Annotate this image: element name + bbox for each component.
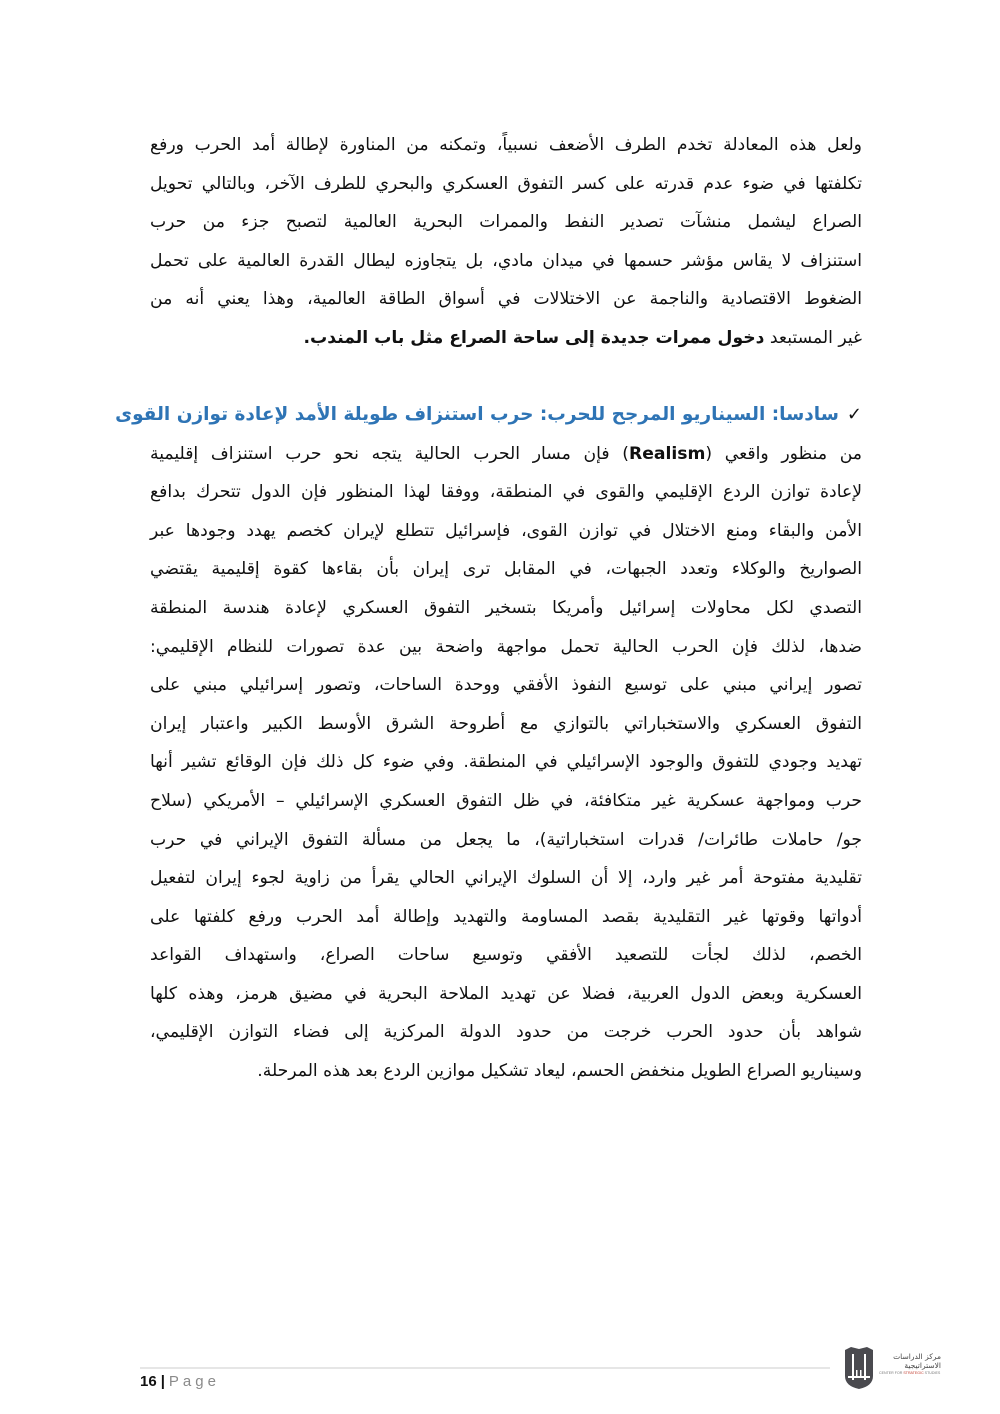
- page-number-separator: |: [160, 1373, 165, 1390]
- paragraph-line: أدواتها وقوتها غير التقليدية بقصد المساومة والتهديد وإطالة أمد الحرب ورفع كلفتها على: [150, 906, 862, 927]
- latin-term: Realism: [628, 443, 706, 464]
- paragraph-line: تصور إيراني مبني على توسيع النفوذ الأفقي ووحدة الساحات، وتصور إسرائيلي مبني على: [150, 675, 862, 696]
- paragraph-line: الضغوط الاقتصادية والناجمة عن الاختلالات في أسواق الطاقة العالمية، وهذا يعني أنه من: [150, 289, 862, 310]
- logo-wordmark: [879, 1352, 941, 1376]
- paragraph-line: جو/ حاملات طائرات/ قدرات استخباراتية)، ما يجعل من مسألة التفوق الإيراني في حرب: [150, 829, 862, 850]
- section-heading-text: سادسا: السيناريو المرجح للحرب: حرب استنزاف طويلة الأمد لإعادة توازن القوى: [115, 403, 839, 425]
- shield-logo-icon: [843, 1346, 875, 1390]
- footer-divider: [140, 1367, 830, 1369]
- paragraph-realism-scenario: [150, 435, 862, 1091]
- page-label: Page: [168, 1373, 220, 1390]
- paragraph-line: الصواريخ والوكلاء وتعدد الجبهات، في المقابل ترى إيران بأن بقاءها كقوة إقليمية يقتضي: [150, 559, 862, 580]
- paragraph-line: الأمن والبقاء ومنع الاختلال في توازن القوى، فإسرائيل تتطلع لإيران كخصم يهدد وجودها عبر: [150, 520, 862, 541]
- paragraph-line: الخصم، لذلك لجأت للتصعيد الأفقي وتوسيع ساحات الصراع، واستهداف القواعد: [150, 945, 862, 966]
- paragraph-line: التفوق العسكري والاستخباراتي بالتوازي مع أطروحة الشرق الأوسط الكبير واعتبار إيران: [150, 713, 862, 734]
- paragraph-line: حرب ومواجهة عسكرية غير متكافئة، في ظل التفوق العسكري الإسرائيلي – الأمريكي (سلاح: [150, 790, 862, 811]
- paragraph-line: تكلفتها في ضوء عدم قدرته على كسر التفوق العسكري والبحري للطرف الآخر، وبالتالي تحويل: [150, 173, 862, 194]
- logo-english-name: [879, 1370, 941, 1376]
- paragraph-line: ولعل هذه المعادلة تخدم الطرف الأضعف نسبياً، وتمكنه من المناورة لإطالة أمد الحرب ورفع: [150, 135, 862, 155]
- bold-emphasis: دخول ممرات جديدة إلى ساحة الصراع مثل باب المندب.: [303, 327, 765, 348]
- logo-english-prefix: CENTER FOR: [879, 1371, 904, 1375]
- logo-name-line-2: الاستراتيجية: [904, 1361, 941, 1370]
- paragraph-line: شواهد بأن حدود الحرب خرجت من حدود الدولة المركزية إلى فضاء التوازن الإقليمي،: [150, 1022, 862, 1043]
- text-run: من منظور واقعي (: [705, 443, 863, 464]
- page-number-value: 16: [140, 1373, 157, 1390]
- text-run: غير المستبعد: [764, 327, 862, 348]
- paragraph-line: العسكرية وبعض الدول العربية، فضلا عن تهديد الملاحة البحرية في مضيق هرمز، وهذه كلها: [150, 983, 862, 1004]
- checkmark-icon: ✓: [846, 403, 862, 425]
- logo-english-accent: STRATEGIC: [903, 1371, 924, 1375]
- logo-name-line-1: مركز الدراسات: [893, 1352, 941, 1361]
- paragraph-oil-corridors: [150, 126, 862, 358]
- paragraph-line: الصراع ليشمل منشآت تصدير النفط والممرات البحرية العالمية لتصبح جزء من حرب: [150, 212, 862, 233]
- paragraph-line-last: وسيناريو الصراع الطويل منخفض الحسم، ليعاد تشكيل موازين الردع بعد هذه المرحلة.: [257, 1061, 862, 1082]
- page-number: [140, 1373, 220, 1390]
- paragraph-line: لإعادة توازن الردع الإقليمي والقوى في المنطقة، ووفقا لهذا المنظور فإن الدول تتحرك بدافع: [150, 482, 862, 503]
- text-run: ) فإن مسار الحرب الحالية يتجه نحو حرب استنزاف إقليمية: [150, 443, 629, 464]
- logo-english-suffix: STUDIES: [923, 1371, 941, 1375]
- paragraph-line-last: [150, 319, 862, 358]
- paragraph-line: تهديد وجودي للتفوق والوجود الإسرائيلي في المنطقة. وفي ضوء كل ذلك فإن الوقائع تشير أنها: [150, 752, 862, 773]
- paragraph-line: استنزاف لا يقاس مؤشر حسمها في ميدان مادي، بل يتجاوزه ليطال القدرة العالمية على تحمل: [150, 250, 862, 271]
- center-logo: [843, 1346, 943, 1392]
- paragraph-line: تقليدية مفتوحة أمر غير وارد، إلا أن السلوك الإيراني الحالي يقرأ من زاوية لجوء إيران لتفعيل: [150, 868, 862, 889]
- paragraph-line-first: [150, 435, 862, 474]
- section-heading: [115, 395, 862, 435]
- document-body: [115, 126, 863, 1091]
- paragraph-line: التصدي لكل محاولات إسرائيل وأمريكا بتسخير التفوق العسكري لإعادة هندسة المنطقة: [150, 597, 862, 618]
- paragraph-line: ضدها، لذلك فإن الحرب الحالية تحمل مواجهة واضحة بين عدة تصورات للنظام الإقليمي:: [150, 636, 862, 657]
